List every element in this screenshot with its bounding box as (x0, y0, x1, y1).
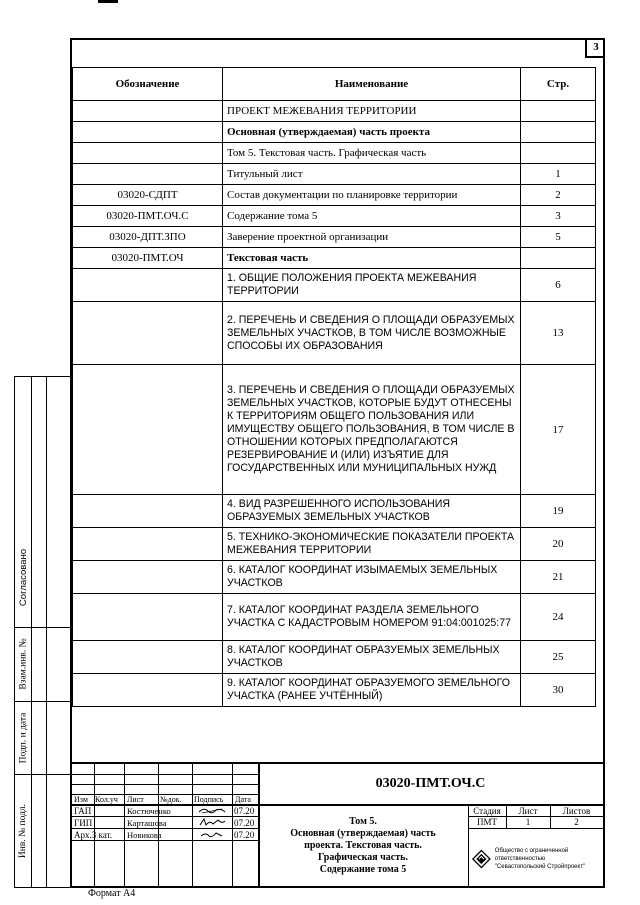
row-page: 13 (521, 302, 596, 365)
table-row (73, 561, 596, 594)
row-code (73, 122, 223, 143)
header-name: Наименование (223, 68, 521, 101)
row-page: 2 (521, 185, 596, 206)
row-name: 7. КАТАЛОГ КООРДИНАТ РАЗДЕЛА ЗЕМЕЛЬНОГО УЧАСТКА С КАДАСТРОВЫМ НОМЕРОМ 91:04:001025:77 (223, 594, 521, 641)
table-row (73, 674, 596, 707)
table-row (73, 164, 596, 185)
table-row (73, 101, 596, 122)
row-page: 1 (521, 164, 596, 185)
row-name: Заверение проектной организации (223, 227, 521, 248)
row-code (73, 101, 223, 122)
table-row (73, 269, 596, 302)
row-code (73, 641, 223, 674)
sheets-label: Листов (562, 806, 591, 816)
table-header-row (73, 68, 596, 101)
row-page: 6 (521, 269, 596, 302)
row-name: Содержание тома 5 (223, 206, 521, 227)
signature-gap (198, 806, 226, 815)
table-row (73, 495, 596, 528)
table-row (73, 528, 596, 561)
scan-artifact (98, 0, 118, 3)
role-arch: Арх.3 кат. (74, 830, 113, 840)
row-page: 3 (521, 206, 596, 227)
row-code: 03020-ПМТ.ОЧ (73, 248, 223, 269)
table-row (73, 206, 596, 227)
row-code (73, 365, 223, 495)
row-code: 03020-ДПТ.ЗПО (73, 227, 223, 248)
company-line-1: Общество с ограниченной ответственностью (494, 848, 569, 862)
col-list: Лист (127, 795, 144, 804)
row-name: Текстовая часть (223, 248, 521, 269)
row-code (73, 143, 223, 164)
inv-orig-label: Инв. № подл. (18, 803, 29, 858)
row-page: 19 (521, 495, 596, 528)
row-code (73, 302, 223, 365)
replaced-inv-label: Взам.инв. № (18, 638, 29, 690)
table-row (73, 641, 596, 674)
stage-label: Стадия (473, 806, 501, 816)
table-row (73, 227, 596, 248)
table-row (73, 122, 596, 143)
row-name: 5. ТЕХНИКО-ЭКОНОМИЧЕСКИЕ ПОКАЗАТЕЛИ ПРОЕКТА МЕЖЕВАНИЯ ТЕРРИТОРИИ (223, 528, 521, 561)
row-code (73, 674, 223, 707)
row-name: 4. ВИД РАЗРЕШЕННОГО ИСПОЛЬЗОВАНИЯ ОБРАЗУЕМЫХ ЗЕМЕЛЬНЫХ УЧАСТКОВ (223, 495, 521, 528)
signature-gip (198, 818, 226, 827)
row-code (73, 164, 223, 185)
table-row (73, 185, 596, 206)
side-stamp (14, 376, 70, 888)
row-name: 2. ПЕРЕЧЕНЬ И СВЕДЕНИЯ О ПЛОЩАДИ ОБРАЗУЕМЫХ ЗЕМЕЛЬНЫХ УЧАСТКОВ, В ТОМ ЧИСЛЕ ВОЗМОЖНЫЕ СПОСОБЫ ИХ ОБРАЗОВАНИЯ (223, 302, 521, 365)
row-code (73, 528, 223, 561)
sheet-value: 1 (525, 817, 531, 827)
col-sign: Подпись (194, 795, 224, 804)
signature-arch (198, 830, 226, 839)
stage-value: ПМТ (477, 817, 497, 827)
row-name: ПРОЕКТ МЕЖЕВАНИЯ ТЕРРИТОРИИ (223, 101, 521, 122)
doc-code: 03020-ПМТ.ОЧ.С (375, 776, 486, 791)
row-page: 30 (521, 674, 596, 707)
company-logo-icon (472, 848, 491, 870)
table-row (73, 365, 596, 495)
row-page: 5 (521, 227, 596, 248)
row-page: 20 (521, 528, 596, 561)
row-page: 24 (521, 594, 596, 641)
row-code: 03020-ПМТ.ОЧ.С (73, 206, 223, 227)
name-gip: Карташова (127, 818, 167, 828)
table-row (73, 248, 596, 269)
format-label: Формат А4 (88, 888, 136, 899)
sheet-number: 3 (585, 38, 605, 58)
date-arch: 07.20 (234, 830, 255, 840)
col-izm: Изм (74, 795, 88, 804)
row-code (73, 594, 223, 641)
row-page (521, 143, 596, 164)
row-code: 03020-СДПТ (73, 185, 223, 206)
contents-table (72, 67, 596, 707)
doc-title: Том 5. Основная (утверждаемая) часть проекта. Текстовая часть. Графическая часть. Содержание тома 5 (290, 816, 436, 875)
row-page (521, 248, 596, 269)
row-name: 8. КАТАЛОГ КООРДИНАТ ОБРАЗУЕМЫХ ЗЕМЕЛЬНЫХ УЧАСТКОВ (223, 641, 521, 674)
row-name: Основная (утверждаемая) часть проекта (223, 122, 521, 143)
row-name: 9. КАТАЛОГ КООРДИНАТ ОБРАЗУЕМОГО ЗЕМЕЛЬНОГО УЧАСТКА (РАНЕЕ УЧТЁННЫЙ) (223, 674, 521, 707)
title-block (72, 762, 603, 886)
table-row (73, 143, 596, 164)
row-page (521, 122, 596, 143)
date-gip: 07.20 (234, 818, 255, 828)
company-stamp (472, 834, 602, 884)
row-page (521, 101, 596, 122)
sheet-label: Лист (518, 806, 538, 816)
header-designation: Обозначение (73, 68, 223, 101)
col-date: Дата (235, 795, 251, 804)
row-name: 1. ОБЩИЕ ПОЛОЖЕНИЯ ПРОЕКТА МЕЖЕВАНИЯ ТЕРРИТОРИИ (223, 269, 521, 302)
row-name: Титульный лист (223, 164, 521, 185)
row-name: 3. ПЕРЕЧЕНЬ И СВЕДЕНИЯ О ПЛОЩАДИ ОБРАЗУЕМЫХ ЗЕМЕЛЬНЫХ УЧАСТКОВ, КОТОРЫЕ БУДУТ ОТНЕСЕНЫ К ТЕРРИТОРИЯМ ОБЩЕГО ПОЛЬЗОВАНИЯ ИЛИ ИМУЩЕСТВУ ОБЩЕГО ПОЛЬЗОВАНИЯ, В ТОМ ЧИСЛЕ В ОТНОШЕНИИ КОТОРЫХ ПРЕДПОЛАГАЮТСЯ РЕЗЕРВИРОВАНИЕ И (ИЛИ) ИЗЪЯТИЕ ДЛЯ ГОСУДАРСТВЕННЫХ ИЛИ МУНИЦИПАЛЬНЫХ НУЖД (223, 365, 521, 495)
row-page: 21 (521, 561, 596, 594)
sign-date-label: Подп. и дата (18, 712, 29, 763)
name-gap: Костюченко (127, 806, 171, 816)
company-line-2: "Севастопольский Стройпроект" (494, 864, 586, 870)
role-gip: ГИП (74, 818, 93, 828)
role-gap: ГАП (74, 806, 92, 816)
date-gap: 07.20 (234, 806, 255, 816)
row-name: 6. КАТАЛОГ КООРДИНАТ ИЗЫМАЕМЫХ ЗЕМЕЛЬНЫХ УЧАСТКОВ (223, 561, 521, 594)
col-kol: Кол.уч (95, 795, 118, 804)
row-code (73, 495, 223, 528)
row-page: 17 (521, 365, 596, 495)
agreed-label: Согласовано (18, 548, 29, 606)
row-page: 25 (521, 641, 596, 674)
col-doc: №док. (160, 795, 182, 804)
row-name: Том 5. Текстовая часть. Графическая часть (223, 143, 521, 164)
row-code (73, 269, 223, 302)
table-row (73, 594, 596, 641)
row-name: Состав документации по планировке территории (223, 185, 521, 206)
name-arch: Новикова (127, 830, 162, 840)
header-page: Стр. (521, 68, 596, 101)
table-row (73, 302, 596, 365)
row-code (73, 561, 223, 594)
sheets-value: 2 (574, 817, 579, 827)
